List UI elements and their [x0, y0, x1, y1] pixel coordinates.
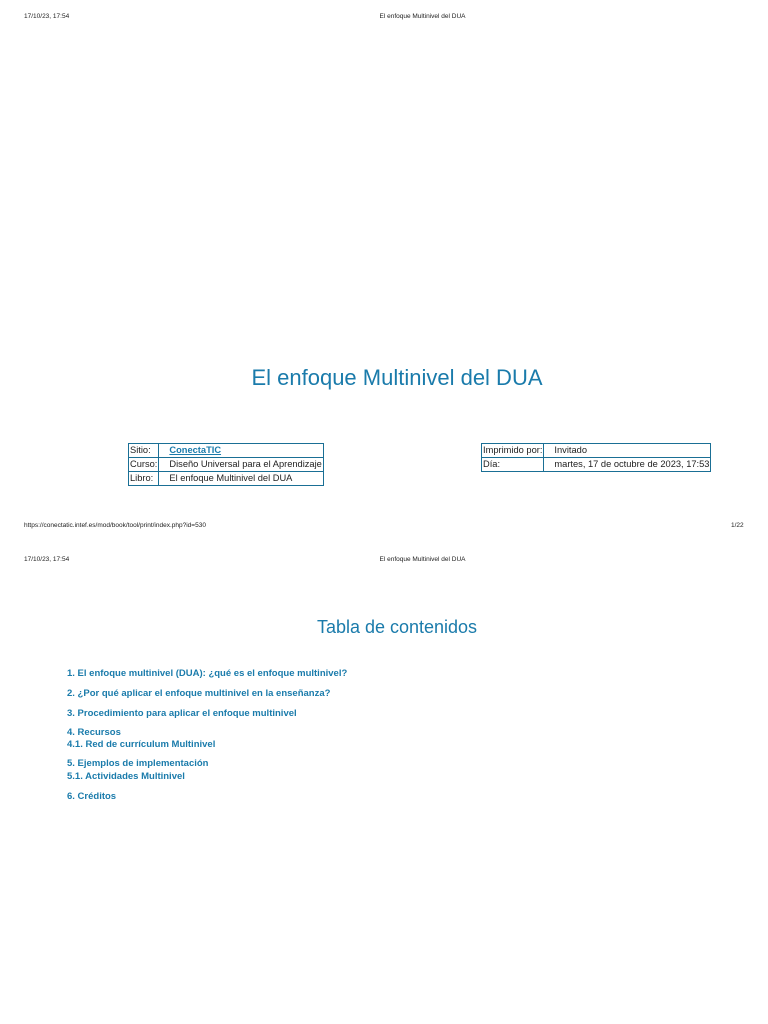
print-info-table	[481, 443, 711, 472]
info-label: Curso:	[129, 458, 159, 472]
toc-item[interactable]: 6. Créditos	[67, 791, 117, 802]
info-value: martes, 17 de octubre de 2023, 17:53	[544, 458, 711, 472]
toc-item[interactable]: 3. Procedimiento para aplicar el enfoque multinivel	[67, 708, 297, 719]
toc-item[interactable]: 1. El enfoque multinivel (DUA): ¿qué es el enfoque multinivel?	[67, 668, 348, 679]
info-label: Imprimido por:	[482, 444, 544, 458]
info-row-curso	[129, 458, 324, 472]
print-page-title: El enfoque Multinivel del DUA	[379, 13, 466, 20]
page-number: 1/22	[731, 522, 744, 529]
print-datetime: 17/10/23, 17:54	[24, 13, 70, 20]
document-title: El enfoque Multinivel del DUA	[251, 365, 543, 390]
toc-item[interactable]: 4.1. Red de currículum Multinivel	[67, 739, 216, 750]
print-datetime: 17/10/23, 17:54	[24, 556, 70, 563]
info-value: Invitado	[544, 444, 711, 458]
toc-item[interactable]: 2. ¿Por qué aplicar el enfoque multinivel en la enseñanza?	[67, 688, 331, 699]
toc-item[interactable]: 5.1. Actividades Multinivel	[67, 771, 185, 782]
info-row-sitio	[129, 444, 324, 458]
print-page-title: El enfoque Multinivel del DUA	[379, 556, 466, 563]
info-label: Día:	[482, 458, 544, 472]
info-row-dia	[482, 458, 711, 472]
site-link[interactable]: ConectaTIC	[169, 445, 222, 455]
toc-heading: Tabla de contenidos	[316, 617, 478, 637]
info-row-libro	[129, 472, 324, 486]
info-value: Diseño Universal para el Aprendizaje	[159, 458, 323, 472]
toc-item[interactable]: 5. Ejemplos de implementación	[67, 758, 209, 769]
toc-item[interactable]: 4. Recursos	[67, 727, 121, 738]
book-info-table	[128, 443, 324, 486]
footer-url: https://conectatic.intef.es/mod/book/tool/print/index.php?id=530	[24, 522, 206, 529]
info-value: El enfoque Multinivel del DUA	[159, 472, 323, 486]
info-row-imprimido	[482, 444, 711, 458]
info-label: Libro:	[129, 472, 159, 486]
info-value	[159, 444, 323, 458]
info-label: Sitio:	[129, 444, 159, 458]
